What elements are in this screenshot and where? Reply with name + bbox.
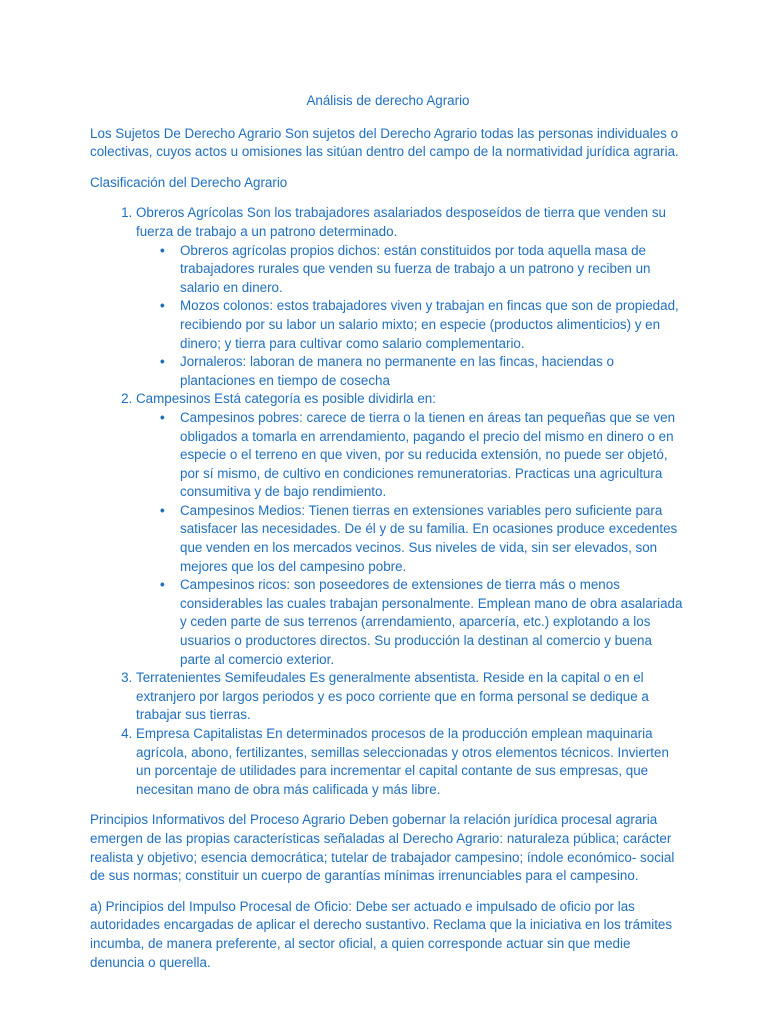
list-item [136,669,686,725]
sub-list [136,242,686,391]
sub-list-item: • Campesinos pobres: carece de tierra o la tienen en áreas tan pequeñas que se ven obligados a tomarla en arrendamiento, pagando el precio del mismo en dinero o en especie o el terreno en que viven, por su reducida extensión, no puede ser objetó, por sí mismo, de cultivo en condiciones remuneratorias. Practicas una agricultura consumitiva y de bajo rendimiento. [180,409,686,502]
document-title: Análisis de derecho Agrario [306,93,470,108]
sub-list-item: • Campesinos ricos: son poseedores de extensiones de tierra más o menos considerables las cuales trabajan personalmente. Emplean mano de obra asalariada y ceden parte de sus terrenos (arrendamiento, aparcería, etc.) explotando a los usuarios o productores directos. Su producción la destinan al comercio y buena parte al comercio exterior. [180,576,686,669]
classification-list [90,204,686,799]
sub-list-item: • Mozos colonos: estos trabajadores viven y trabajan en fincas que son de propiedad, recibiendo por su labor un salario mixto; en especie (productos alimenticios) y en dinero; y tierra para cultivar como salario complementario. [180,297,686,353]
list-item-text: Empresa Capitalistas En determinados procesos de la producción emplean maquinaria agrícola, abono, fertilizantes, semillas seleccionadas y otros elementos técnicos. Invierten un porcentaje de utilidades para incrementar el capital contante de sus empresas, que necesitan mano de obra más calificada y más libre. [136,726,669,797]
sub-list-item: • Campesinos Medios: Tienen tierras en extensiones variables pero suficiente para satisfacer las necesidades. De él y de su familia. En ocasiones produce excedentes que venden en los mercados vecinos. Sus niveles de vida, sin ser elevados, son mejores que los del campesino pobre. [180,502,686,576]
principles-paragraph: Principios Informativos del Proceso Agrario Deben gobernar la relación jurídica procesal agraria emergen de las propias características señaladas al Derecho Agrario: naturaleza pública; carácter realista y objetivo; esencia democrática; tutelar de trabajador campesino; índole económico- social de sus normas; constituir un cuerpo de garantías mínimas irrenunciables para el campesino. [90,812,675,884]
sub-list-item: • Obreros agrícolas propios dichos: están constituidos por toda aquella masa de trabajadores rurales que venden su fuerza de trabajo a un patrono y reciben un salario en dinero. [180,242,686,298]
list-item-text: Campesinos Está categoría es posible dividirla en: [136,391,436,407]
section-heading: Clasificación del Derecho Agrario [90,174,288,190]
list-item [136,390,686,669]
list-item [136,204,686,390]
intro-paragraph: Los Sujetos De Derecho Agrario Son sujetos del Derecho Agrario todas las personas individuales o colectivas, cuyos actos u omisiones las sitúan dentro del campo de la normatividad jurídica agraria. [90,125,679,160]
list-item-text: Obreros Agrícolas Son los trabajadores asalariados desposeídos de tierra que venden su fuerza de trabajo a un patrono determinado. [136,205,666,239]
sub-list-item: • Jornaleros: laboran de manera no permanente en las fincas, haciendas o plantaciones en tiempo de cosecha [180,353,686,390]
principle-a-paragraph: a) Principios del Impulso Procesal de Oficio: Debe ser actuado e impulsado de oficio por las autoridades encargadas de aplicar el derecho sustantivo. Reclama que la iniciativa en los trámites incumba, de manera preferente, al sector oficial, a quien corresponde actuar sin que medie denuncia o querella. [90,898,673,970]
list-item [136,725,686,799]
list-item-text: Terratenientes Semifeudales Es generalmente absentista. Reside en la capital o en el extranjero por largos periodos y es poco corriente que en forma personal se dedique a trabajar sus tierras. [136,670,649,723]
sub-list [136,409,686,669]
